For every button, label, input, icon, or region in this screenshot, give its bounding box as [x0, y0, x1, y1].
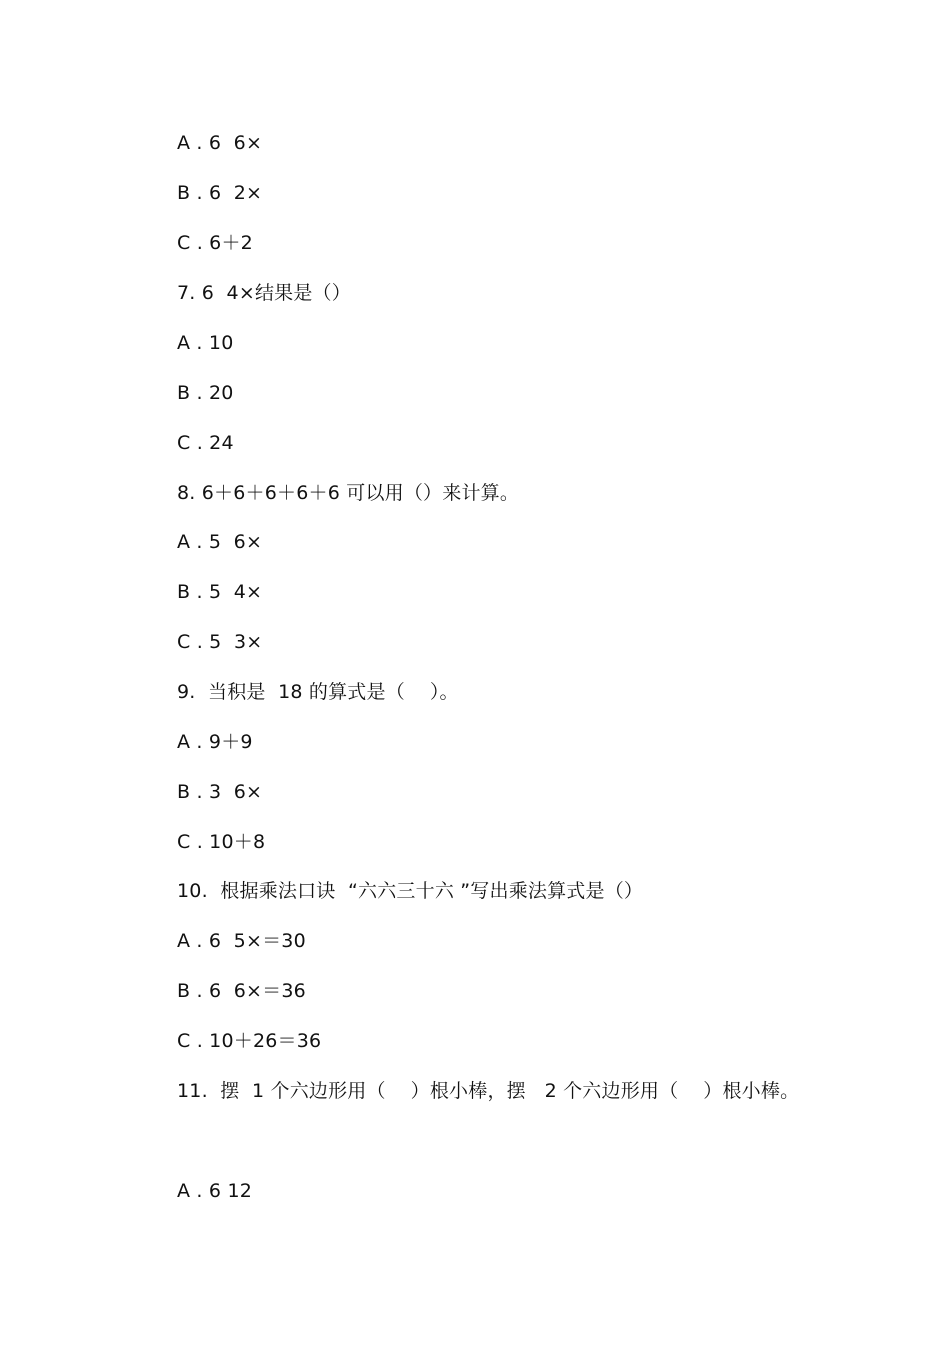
question-9: 9. 当积是 18 的算式是（ ）。 [177, 681, 459, 703]
question-10: 10. 根据乘法口诀 “六六三十六 ”写出乘法算式是（） [177, 880, 644, 902]
q7-option-b: B . 20 [177, 382, 234, 404]
q10-option-a: A . 6 5×＝30 [177, 930, 306, 952]
q9-option-a: A . 9＋9 [177, 731, 253, 753]
question-8: 8. 6＋6＋6＋6＋6 可以用（）来计算。 [177, 482, 520, 504]
q11-option-a: A . 6 12 [177, 1180, 253, 1202]
q8-option-c: C . 5 3× [177, 631, 263, 653]
q9-option-c: C . 10＋8 [177, 831, 266, 853]
q7-option-a: A . 10 [177, 332, 234, 354]
q10-option-b: B . 6 6×＝36 [177, 980, 306, 1002]
q8-option-a: A . 5 6× [177, 531, 263, 553]
q6-option-a: A . 6 6× [177, 132, 263, 154]
q7-option-c: C . 24 [177, 432, 234, 454]
q10-option-c: C . 10＋26＝36 [177, 1030, 322, 1052]
q6-option-b: B . 6 2× [177, 182, 263, 204]
question-7: 7. 6 4×结果是（） [177, 282, 351, 304]
q6-option-c: C . 6＋2 [177, 232, 253, 254]
q9-option-b: B . 3 6× [177, 781, 263, 803]
q8-option-b: B . 5 4× [177, 581, 263, 603]
question-11: 11. 摆 1 个六边形用（ ）根小棒，摆 2 个六边形用（ ）根小棒。 [177, 1080, 800, 1102]
